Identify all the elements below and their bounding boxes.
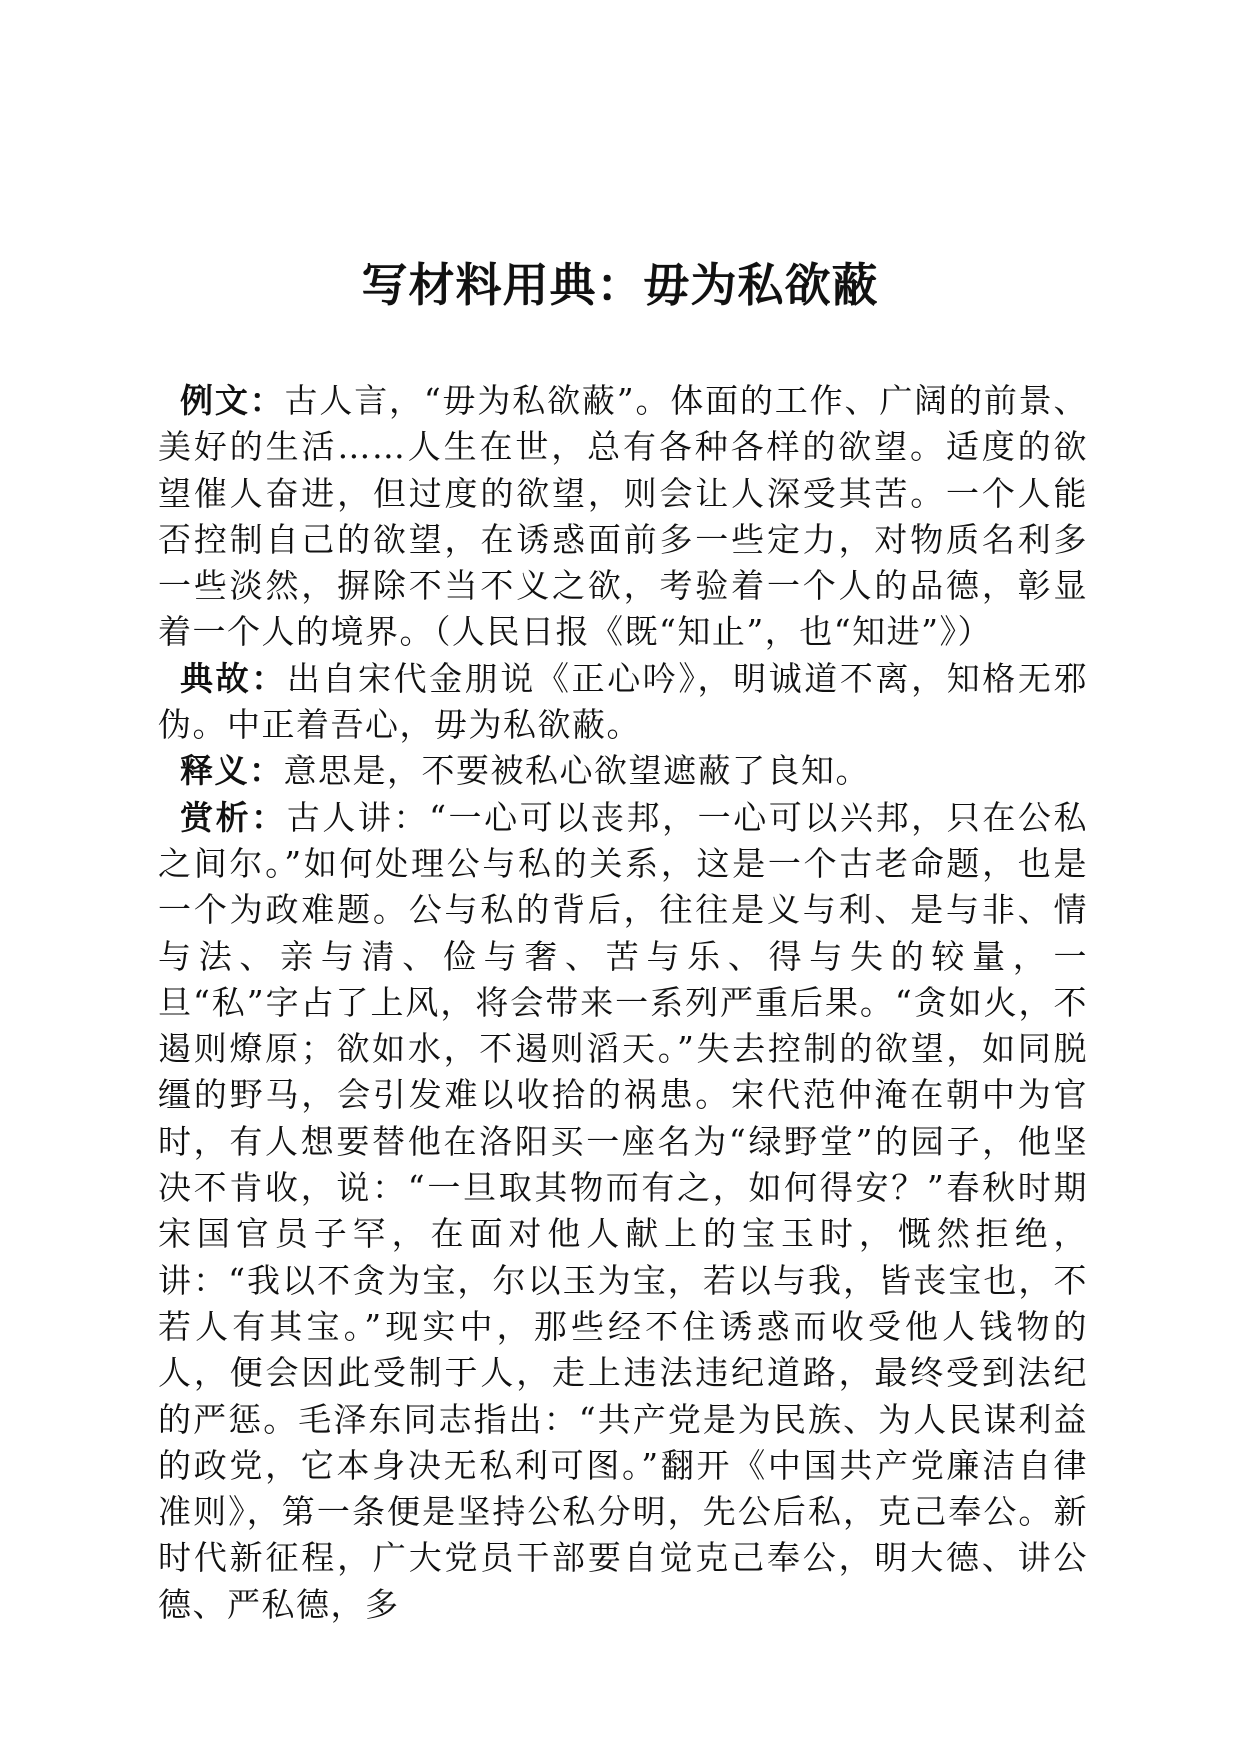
section-label-example: 例文：: [180, 381, 285, 420]
section-text-allusion: 出自宋代金朋说《正心吟》，明诚道不离，知格无邪伪。中正着吾心，毋为私欲蔽。: [158, 658, 1089, 745]
paragraph-analysis: [158, 795, 1088, 1628]
section-label-meaning: 释义：: [180, 751, 284, 791]
section-label-allusion: 典故：: [180, 658, 287, 698]
paragraph-meaning: [158, 748, 1088, 794]
section-text-meaning: 意思是，不要被私心欲望遮蔽了良知。: [283, 751, 870, 791]
section-label-analysis: 赏析：: [180, 797, 287, 837]
section-text-analysis: 古人讲：“一心可以丧邦，一心可以兴邦，只在公私之间尔。”如何处理公与私的关系，这是一个古老命题，也是一个为政难题。公与私的背后，往往是义与利、是与非、情与法、亲与清、俭与奢、苦与乐、得与失的较量，一旦“私”字占了上风，将会带来一系列严重后果。“贪如火，不遏则燎原；欲如水，不遏则滔天。”失去控制的欲望，如同脱缰的野马，会引发难以收拾的祸患。宋代范仲淹在朝中为官时，有人想要替他在洛阳买一座名为“绿野堂”的园子，他坚决不肯收，说：“一旦取其物而有之，如何得安？”春秋时期宋国官员子罕，在面对他人献上的宝玉时，慨然拒绝，讲：“我以不贪为宝，尔以玉为宝，若以与我，皆丧宝也，不若人有其宝。”现实中，那些经不住诱惑而收受他人钱物的人，便会因此受制于人，走上违法违纪道路，最终受到法纪的严惩。毛泽东同志指出：“共产党是为民族、为人民谋利益的政党，它本身决无私利可图。”翻开《中国共产党廉洁自律准则》，第一条便是坚持公私分明，先公后私，克己奉公。新时代新征程，广大党员干部要自觉克己奉公，明大德、讲公德、严私德，多: [158, 797, 1089, 1624]
document-title: 写材料用典：毋为私欲蔽: [361, 258, 879, 312]
section-text-example: 古人言，“毋为私欲蔽”。体面的工作、广阔的前景、美好的生活……人生在世，总有各种各样的欲望。适度的欲望催人奋进，但过度的欲望，则会让人深受其苦。一个人能否控制自己的欲望，在诱惑面前多一些定力，对物质名利多一些淡然，摒除不当不义之欲，考验着一个人的品德，彰显着一个人的境界。（人民日报《既“知止”，也“知进”》）: [158, 381, 1088, 652]
document-body: [158, 378, 1088, 1628]
paragraph-example: [158, 378, 1088, 656]
paragraph-allusion: [158, 656, 1088, 749]
